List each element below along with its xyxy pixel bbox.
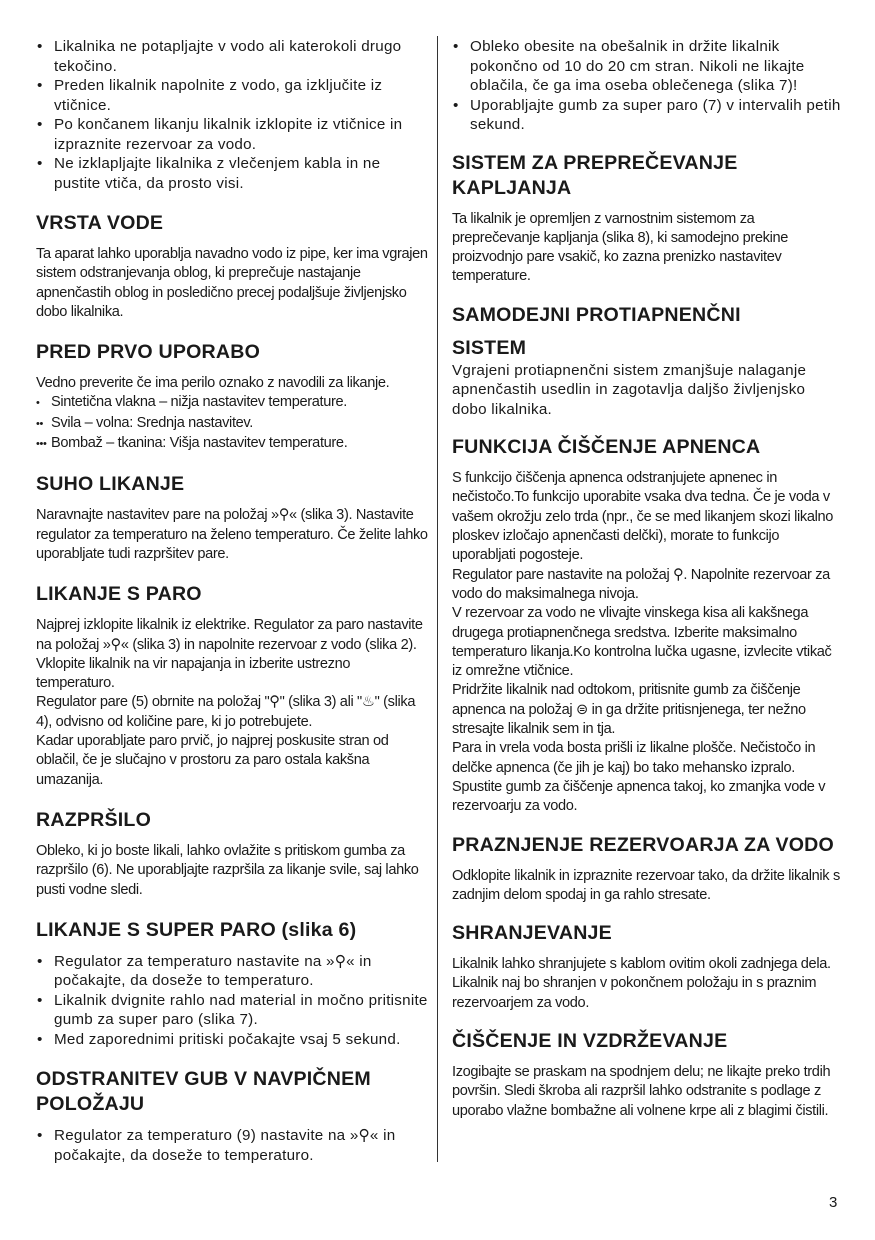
left-column bbox=[36, 37, 428, 1165]
paragraph: Pridržite likalnik nad odtokom, pritisnite gumb za čiščenje apnenca na položaj ⊜ in ga držite pritisnjenega, ter nežno stresajte likalnik sem in tja. bbox=[452, 682, 806, 738]
section-title-razprsilo: RAZPRŠILO bbox=[36, 808, 152, 831]
dot-marker: •• bbox=[36, 417, 44, 430]
odstranitev-gub-list bbox=[36, 1126, 428, 1165]
intro-safety-list bbox=[36, 37, 428, 193]
section-suho-likanje bbox=[36, 506, 428, 564]
section-title-praznjenje: PRAZNJENJE REZERVOARJA ZA VODO bbox=[452, 833, 834, 856]
paragraph: Vgrajeni protiapnenčni sistem zmanjšuje nalaganje apnenčastih usedlin in zagotavlja daljšo življenjsko dobo likalnika. bbox=[452, 361, 807, 418]
list-item: • Uporabljajte gumb za super paro (7) v intervalih petih sekund. bbox=[452, 96, 844, 135]
vertical-steam-list bbox=[452, 37, 844, 135]
list-item: • Regulator za temperaturo (9) nastavite na »⚲« in počakajte, da doseže to temperaturo. bbox=[36, 1126, 428, 1165]
section-title-odstranitev-gub: ODSTRANITEV GUB V NAVPIČNEM POLOŽAJU bbox=[36, 1068, 371, 1116]
section-razprsilo bbox=[36, 842, 428, 900]
paragraph: Ta aparat lahko uporablja navadno vodo iz pipe, ker ima vgrajen sistem odstranjevanja oblog, ki preprečuje nastajanje apnenčastih oblog in posledično precej podaljšuje življenjsko dobo likalnika. bbox=[36, 246, 428, 320]
section-title-ciscenje-apnenca: FUNKCIJA ČIŠČENJE APNENCA bbox=[452, 436, 761, 459]
paragraph: Izogibajte se praskam na spodnjem delu; ne likajte preko trdih površin. Sledi škroba ali razpršil lahko odstranite s podlage z uporabo vlažne bombažne ali volnene krpe ali z blagimi čistili. bbox=[452, 1064, 831, 1119]
paragraph: V rezervoar za vodo ne vlivajte vinskega kisa ali kakšnega drugega protiapnenčnega sredstva. Izberite maksimalno temperaturo likanja.Ko kontrolna lučka ugasne, izvlecite vtikač iz omrežne vtičnice. bbox=[452, 605, 832, 680]
paragraph: Regulator pare nastavite na položaj ⚲. Napolnite rezervoar za vodo do maksimalnega nivoja. bbox=[452, 566, 830, 602]
section-kapljanje bbox=[452, 210, 844, 287]
fabric-text: Svila – volna: Srednja nastavitev. bbox=[51, 414, 253, 431]
section-title-super-para: LIKANJE S SUPER PARO (slika 6) bbox=[36, 918, 357, 941]
section-title-likanje-s-paro: LIKANJE S PARO bbox=[36, 583, 202, 606]
fabric-text: Bombaž – tkanina: Višja nastavitev temperature. bbox=[51, 435, 348, 452]
dot-marker: • bbox=[36, 397, 40, 410]
section-title-kapljanje: SISTEM ZA PREPREČEVANJE KAPLJANJA bbox=[452, 151, 738, 199]
section-title-vrsta-vode: VRSTA VODE bbox=[36, 212, 164, 234]
section-title-vzdrzevanje: ČIŠČENJE IN VZDRŽEVANJE bbox=[452, 1030, 728, 1053]
section-title-suho-likanje: SUHO LIKANJE bbox=[36, 473, 185, 496]
list-item: • Med zaporednimi pritiski počakajte vsaj 5 sekund. bbox=[36, 1030, 428, 1050]
dot-marker: ••• bbox=[36, 438, 47, 451]
paragraph: Vedno preverite če ima perilo oznako z navodili za likanje. bbox=[36, 375, 390, 392]
paragraph: Regulator pare (5) obrnite na položaj "⚲" (slika 3) ali "♨" (slika 4), odvisno od količine pare, ki jo potrebujete. bbox=[36, 694, 416, 730]
section-shranjevanje bbox=[452, 955, 844, 1013]
paragraph: Naravnajte nastavitev pare na položaj »⚲« (slika 3). Nastavite regulator za temperaturo na želeno temperaturo. Če želite lahko uporabljate tudi razpršitev pare. bbox=[36, 507, 428, 562]
list-item: • Ne izklapljajte likalnika z vlečenjem kabla in ne pustite vtiča, da prosto visi. bbox=[36, 154, 428, 193]
section-praznjenje bbox=[452, 867, 844, 906]
section-title-pred-prvo-uporabo: PRED PRVO UPORABO bbox=[36, 341, 261, 364]
list-item: • Likalnika ne potapljajte v vodo ali katerokoli drugo tekočino. bbox=[36, 37, 428, 76]
fabric-item bbox=[36, 414, 428, 434]
list-item: • Preden likalnik napolnite z vodo, ga izključite iz vtičnice. bbox=[36, 76, 428, 115]
paragraph: Vklopite likalnik na vir napajanja in izberite ustrezno temperaturo. bbox=[36, 655, 351, 692]
paragraph: Ta likalnik je opremljen z varnostnim sistemom za preprečevanje kapljanja (slika 8), ki samodejno prekine proizvodnjo pare vsakič, ko zazna prenizko nastavitev temperature. bbox=[452, 210, 789, 285]
paragraph: Najprej izklopite likalnik iz elektrike. Regulator za paro nastavite na položaj »⚲« (slika 3) in napolnite rezervoar z vodo (slika 2). bbox=[36, 617, 423, 653]
section-title-protiapnencni-2: SISTEM bbox=[452, 336, 527, 359]
section-vrsta-vode bbox=[36, 245, 428, 322]
fabric-text: Sintetična vlakna – nižja nastavitev temperature. bbox=[51, 394, 347, 411]
section-ciscenje-apnenca bbox=[452, 469, 844, 816]
list-item: • Obleko obesite na obešalnik in držite likalnik pokončno od 10 do 20 cm stran. Nikoli ne likajte oblačila, če ga ima oseba oblečenega (slika 7)! bbox=[452, 37, 844, 96]
paragraph: Likalnik lahko shranjujete s kablom ovitim okoli zadnjega dela. Likalnik naj bo shranjen v pokončnem položaju in s praznim rezervoarjem za vodo. bbox=[452, 956, 831, 1011]
super-para-list bbox=[36, 952, 428, 1050]
list-item: • Regulator za temperaturo nastavite na »⚲« in počakajte, da doseže to temperaturo. bbox=[36, 952, 428, 991]
fabric-item bbox=[36, 434, 428, 454]
paragraph: Kadar uporabljate paro prvič, jo najprej poskusite stran od oblačil, če je slučajno v prostoru za paro ostala kakšna umazanija. bbox=[36, 733, 389, 788]
list-item: • Po končanem likanju likalnik izklopite iz vtičnice in izpraznite rezervoar za vodo. bbox=[36, 115, 428, 154]
section-title-protiapnencni: SAMODEJNI PROTIAPNENČNI bbox=[452, 303, 741, 326]
section-pred-prvo-uporabo bbox=[36, 374, 428, 454]
page-number: 3 bbox=[829, 1194, 838, 1211]
paragraph: Spustite gumb za čiščenje apnenca takoj, ko zmanjka vode v rezervoarju za vodo. bbox=[452, 778, 826, 815]
paragraph: S funkcijo čiščenja apnenca odstranjujete apnenec in nečistočo.To funkcijo uporabite vsaka dva tedna. Če je voda v vašem okrožju zelo trda (npr., če se med likanjem skozi likalno ploskev izločajo apnenčasti delčki), morate to funkcijo uporabljati pogosteje. bbox=[452, 470, 834, 564]
paragraph: Para in vrela voda bosta prišli iz likalne plošče. Nečistočo in delčke apnenca (če jih je kaj) bo tako mehansko izpralo. bbox=[452, 740, 816, 776]
section-likanje-s-paro bbox=[36, 616, 428, 790]
section-title-shranjevanje: SHRANJEVANJE bbox=[452, 922, 612, 945]
section-vzdrzevanje bbox=[452, 1063, 844, 1121]
section-protiapnencni bbox=[452, 361, 844, 420]
paragraph: Odklopite likalnik in izpraznite rezervoar tako, da držite likalnik s zadnjim delom spodaj in ga rahlo stresate. bbox=[452, 867, 840, 903]
fabric-item bbox=[36, 393, 428, 413]
column-divider bbox=[437, 36, 438, 1162]
right-column bbox=[452, 37, 844, 1121]
list-item: • Likalnik dvignite rahlo nad material in močno pritisnite gumb za super paro (slika 7). bbox=[36, 991, 428, 1030]
paragraph: Obleko, ki jo boste likali, lahko ovlažite s pritiskom gumba za razpršilo (6). Ne uporabljajte razpršila za likanje svile, saj lahko pusti vodne sledi. bbox=[36, 842, 419, 898]
